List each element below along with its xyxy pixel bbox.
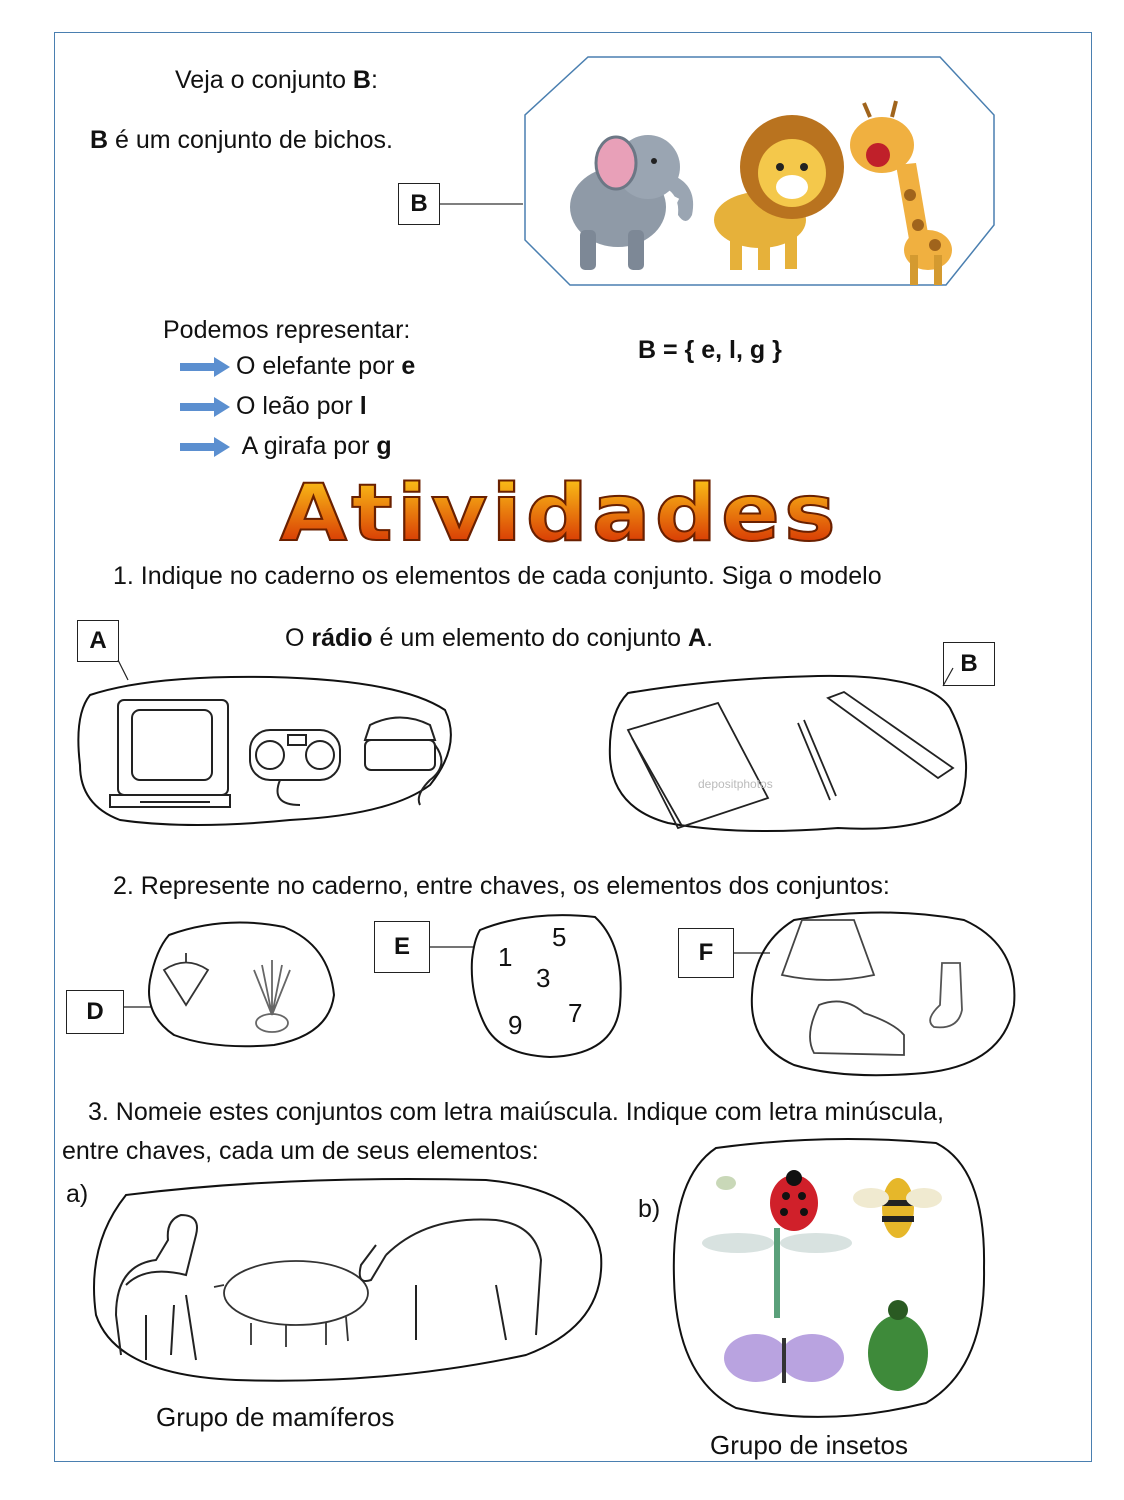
set-e-number: 3 (536, 963, 551, 993)
shoe-icon (810, 1001, 904, 1055)
sock-icon (930, 963, 962, 1027)
represent-item-giraffe: A girafa por g (180, 432, 392, 461)
set-f-label: F (678, 928, 734, 978)
set-b-animals-outline (440, 55, 1000, 295)
arrow-right-icon (180, 396, 230, 418)
set-b-notation: B = { e, l, g } (638, 336, 782, 364)
pencil-icon (798, 720, 836, 800)
spinning-top-icon (164, 953, 208, 1005)
intro-line-2: B é um conjunto de bichos. (90, 126, 393, 154)
set-b2-label: B (943, 642, 995, 686)
set-e-number: 7 (568, 998, 583, 1028)
bee-icon (853, 1178, 942, 1238)
ruler-icon (828, 692, 953, 778)
ladybug-icon (770, 1170, 818, 1231)
insects-caption: Grupo de insetos (710, 1430, 909, 1460)
set-e-number: 9 (508, 1010, 523, 1040)
q1-prompt: 1. Indique no caderno os elementos de cada conjunto. Siga o modelo (113, 562, 882, 590)
notebook-icon (628, 703, 768, 828)
beetle-icon (868, 1300, 928, 1391)
represent-item-lion: O leão por l (180, 392, 367, 421)
set-e-number: 1 (498, 942, 513, 972)
represent-item-elephant: O elefante por e (180, 352, 415, 381)
skirt-icon (782, 920, 874, 980)
telephone-icon (365, 718, 441, 806)
set-f-outline (734, 905, 1034, 1085)
set-b-label: B (398, 183, 440, 225)
set-e-number: 5 (552, 922, 567, 952)
pig-icon (214, 1261, 368, 1347)
mammals-caption: Grupo de mamíferos (156, 1402, 395, 1432)
set-e-label: E (374, 921, 430, 973)
insects-set-outline (666, 1138, 996, 1428)
q1-model-sentence: O rádio é um elemento do conjunto A. (285, 624, 714, 652)
represent-heading: Podemos representar: (163, 316, 411, 344)
horse-icon (116, 1215, 197, 1360)
tv-icon (110, 700, 230, 807)
svg-text:Atividades: Atividades (280, 470, 840, 559)
elephant-icon (570, 135, 693, 270)
set-d-outline (124, 915, 344, 1055)
q3-a-label: a) (66, 1180, 89, 1208)
arrow-right-icon (180, 436, 230, 458)
set-a-outline (70, 655, 470, 855)
q3-prompt-line-1: 3. Nomeie estes conjuntos com letra maiúscula. Indique com letra minúscula, (88, 1098, 944, 1126)
arrow-right-icon (180, 356, 230, 378)
intro-line-1: Veja o conjunto B: (175, 66, 378, 94)
set-b2-outline (598, 668, 998, 848)
dragonfly-icon (702, 1228, 852, 1318)
q3-b-label: b) (638, 1195, 661, 1223)
q2-prompt: 2. Represente no caderno, entre chaves, os elementos dos conjuntos: (113, 872, 890, 900)
set-d-label: D (66, 990, 124, 1034)
lion-icon (714, 115, 844, 270)
butterfly-icon (724, 1334, 844, 1383)
leaf-icon (716, 1176, 736, 1190)
mammals-set-outline (86, 1175, 611, 1395)
set-a-label: A (77, 620, 119, 662)
peteca-icon (254, 960, 290, 1032)
watermark-text: depositphotos (698, 777, 773, 791)
radio-icon (250, 730, 340, 805)
giraffe-icon (850, 101, 952, 285)
goat-icon (360, 1219, 541, 1340)
activities-title (270, 470, 850, 560)
set-e-outline (430, 905, 630, 1065)
q3-prompt-line-2: entre chaves, cada um de seus elementos: (62, 1137, 539, 1165)
